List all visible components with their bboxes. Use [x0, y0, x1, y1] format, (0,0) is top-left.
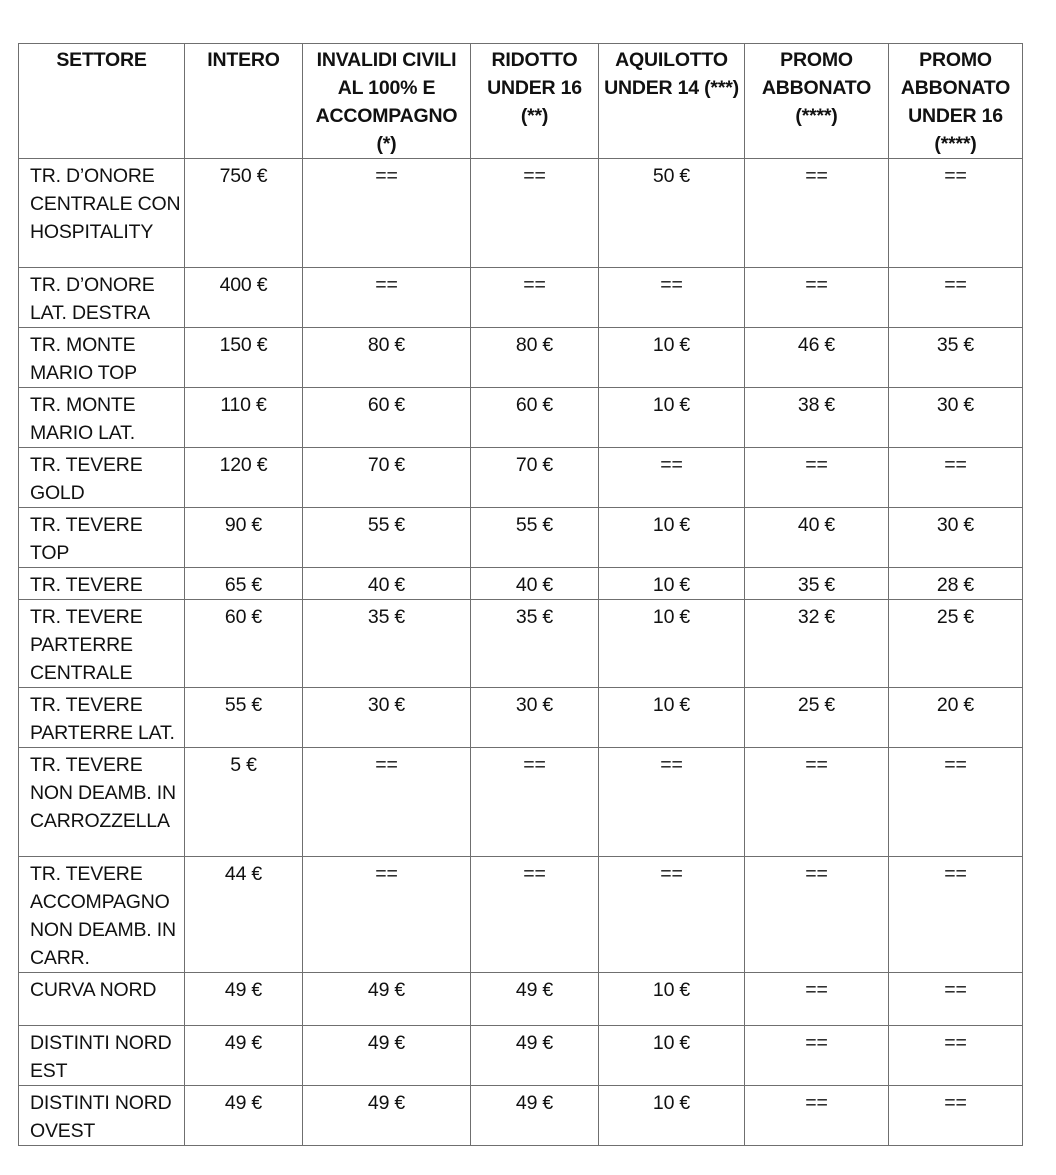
promo-abbonato-cell: 38 €	[745, 388, 889, 448]
ridotto-cell: 60 €	[471, 388, 599, 448]
price-list-document	[18, 43, 1022, 1146]
aquilotto-cell: 10 €	[599, 688, 745, 748]
promo-abbonato-u16-cell: ==	[889, 448, 1023, 508]
promo-abbonato-cell: 32 €	[745, 600, 889, 688]
table-row	[19, 268, 1023, 328]
intero-cell: 90 €	[185, 508, 303, 568]
header-promo-abbonato: PROMO ABBONATO (****)	[745, 44, 889, 159]
ridotto-cell: ==	[471, 159, 599, 268]
intero-cell: 150 €	[185, 328, 303, 388]
promo-abbonato-u16-cell: 30 €	[889, 508, 1023, 568]
table-row	[19, 388, 1023, 448]
table-row	[19, 1086, 1023, 1146]
promo-abbonato-cell: ==	[745, 268, 889, 328]
promo-abbonato-cell: ==	[745, 857, 889, 973]
promo-abbonato-u16-cell: ==	[889, 973, 1023, 1026]
ridotto-cell: 35 €	[471, 600, 599, 688]
ridotto-cell: 49 €	[471, 973, 599, 1026]
invalidi-cell: 30 €	[303, 688, 471, 748]
invalidi-cell: 40 €	[303, 568, 471, 600]
intero-cell: 49 €	[185, 973, 303, 1026]
ridotto-cell: ==	[471, 748, 599, 857]
aquilotto-cell: ==	[599, 268, 745, 328]
table-row	[19, 568, 1023, 600]
ridotto-cell: 80 €	[471, 328, 599, 388]
invalidi-cell: ==	[303, 268, 471, 328]
promo-abbonato-u16-cell: ==	[889, 748, 1023, 857]
aquilotto-cell: 10 €	[599, 328, 745, 388]
invalidi-cell: 35 €	[303, 600, 471, 688]
intero-cell: 110 €	[185, 388, 303, 448]
aquilotto-cell: 10 €	[599, 508, 745, 568]
intero-cell: 65 €	[185, 568, 303, 600]
ridotto-cell: 40 €	[471, 568, 599, 600]
intero-cell: 49 €	[185, 1026, 303, 1086]
intero-cell: 120 €	[185, 448, 303, 508]
sector-cell: TR. TEVERE	[19, 568, 185, 600]
promo-abbonato-u16-cell: ==	[889, 268, 1023, 328]
header-invalidi-civili: INVALIDI CIVILI AL 100% E ACCOMPAGNO (*)	[303, 44, 471, 159]
header-aquilotto-under-14: AQUILOTTO UNDER 14 (***)	[599, 44, 745, 159]
promo-abbonato-u16-cell: ==	[889, 857, 1023, 973]
invalidi-cell: 80 €	[303, 328, 471, 388]
sector-cell: TR. MONTE MARIO TOP	[19, 328, 185, 388]
promo-abbonato-cell: 25 €	[745, 688, 889, 748]
ticket-price-table	[18, 43, 1023, 1146]
aquilotto-cell: ==	[599, 748, 745, 857]
invalidi-cell: 70 €	[303, 448, 471, 508]
ridotto-cell: 49 €	[471, 1026, 599, 1086]
invalidi-cell: ==	[303, 857, 471, 973]
ridotto-cell: 70 €	[471, 448, 599, 508]
sector-cell: TR. TEVERE ACCOMPAGNO NON DEAMB. IN CARR.	[19, 857, 185, 973]
table-row	[19, 973, 1023, 1026]
table-row	[19, 328, 1023, 388]
table-row	[19, 748, 1023, 857]
table-row	[19, 508, 1023, 568]
table-row	[19, 448, 1023, 508]
invalidi-cell: 60 €	[303, 388, 471, 448]
promo-abbonato-u16-cell: ==	[889, 1086, 1023, 1146]
promo-abbonato-cell: ==	[745, 748, 889, 857]
table-row	[19, 600, 1023, 688]
table-row	[19, 857, 1023, 973]
sector-cell: TR. TEVERE NON DEAMB. IN CARROZZELLA	[19, 748, 185, 857]
aquilotto-cell: 10 €	[599, 973, 745, 1026]
table-row	[19, 1026, 1023, 1086]
promo-abbonato-u16-cell: ==	[889, 1026, 1023, 1086]
sector-cell: TR. TEVERE PARTERRE LAT.	[19, 688, 185, 748]
sector-cell: TR. D’ONORE LAT. DESTRA	[19, 268, 185, 328]
promo-abbonato-cell: ==	[745, 159, 889, 268]
header-ridotto-under-16: RIDOTTO UNDER 16 (**)	[471, 44, 599, 159]
promo-abbonato-u16-cell: 25 €	[889, 600, 1023, 688]
intero-cell: 49 €	[185, 1086, 303, 1146]
table-row	[19, 159, 1023, 268]
invalidi-cell: ==	[303, 748, 471, 857]
header-row	[19, 44, 1023, 159]
ridotto-cell: ==	[471, 857, 599, 973]
intero-cell: 44 €	[185, 857, 303, 973]
header-settore: SETTORE	[19, 44, 185, 159]
header-intero: INTERO	[185, 44, 303, 159]
invalidi-cell: 49 €	[303, 1026, 471, 1086]
sector-cell: TR. MONTE MARIO LAT.	[19, 388, 185, 448]
aquilotto-cell: 10 €	[599, 1026, 745, 1086]
promo-abbonato-cell: ==	[745, 973, 889, 1026]
aquilotto-cell: 50 €	[599, 159, 745, 268]
intero-cell: 5 €	[185, 748, 303, 857]
promo-abbonato-cell: ==	[745, 448, 889, 508]
invalidi-cell: 55 €	[303, 508, 471, 568]
promo-abbonato-u16-cell: 30 €	[889, 388, 1023, 448]
sector-cell: TR. TEVERE PARTERRE CENTRALE	[19, 600, 185, 688]
aquilotto-cell: ==	[599, 448, 745, 508]
intero-cell: 750 €	[185, 159, 303, 268]
invalidi-cell: 49 €	[303, 973, 471, 1026]
promo-abbonato-cell: 40 €	[745, 508, 889, 568]
sector-cell: CURVA NORD	[19, 973, 185, 1026]
ridotto-cell: 55 €	[471, 508, 599, 568]
sector-cell: TR. TEVERE GOLD	[19, 448, 185, 508]
promo-abbonato-cell: ==	[745, 1086, 889, 1146]
table-row	[19, 688, 1023, 748]
aquilotto-cell: 10 €	[599, 1086, 745, 1146]
invalidi-cell: 49 €	[303, 1086, 471, 1146]
intero-cell: 60 €	[185, 600, 303, 688]
promo-abbonato-u16-cell: ==	[889, 159, 1023, 268]
promo-abbonato-u16-cell: 35 €	[889, 328, 1023, 388]
promo-abbonato-cell: 35 €	[745, 568, 889, 600]
sector-cell: DISTINTI NORD OVEST	[19, 1086, 185, 1146]
intero-cell: 400 €	[185, 268, 303, 328]
sector-cell: TR. TEVERE TOP	[19, 508, 185, 568]
sector-cell: TR. D’ONORE CENTRALE CON HOSPITALITY	[19, 159, 185, 268]
promo-abbonato-cell: ==	[745, 1026, 889, 1086]
invalidi-cell: ==	[303, 159, 471, 268]
promo-abbonato-cell: 46 €	[745, 328, 889, 388]
ridotto-cell: 30 €	[471, 688, 599, 748]
intero-cell: 55 €	[185, 688, 303, 748]
ridotto-cell: ==	[471, 268, 599, 328]
aquilotto-cell: 10 €	[599, 568, 745, 600]
aquilotto-cell: ==	[599, 857, 745, 973]
ridotto-cell: 49 €	[471, 1086, 599, 1146]
aquilotto-cell: 10 €	[599, 388, 745, 448]
promo-abbonato-u16-cell: 28 €	[889, 568, 1023, 600]
promo-abbonato-u16-cell: 20 €	[889, 688, 1023, 748]
header-promo-abbonato-under-16: PROMO ABBONATO UNDER 16 (****)	[889, 44, 1023, 159]
aquilotto-cell: 10 €	[599, 600, 745, 688]
sector-cell: DISTINTI NORD EST	[19, 1026, 185, 1086]
